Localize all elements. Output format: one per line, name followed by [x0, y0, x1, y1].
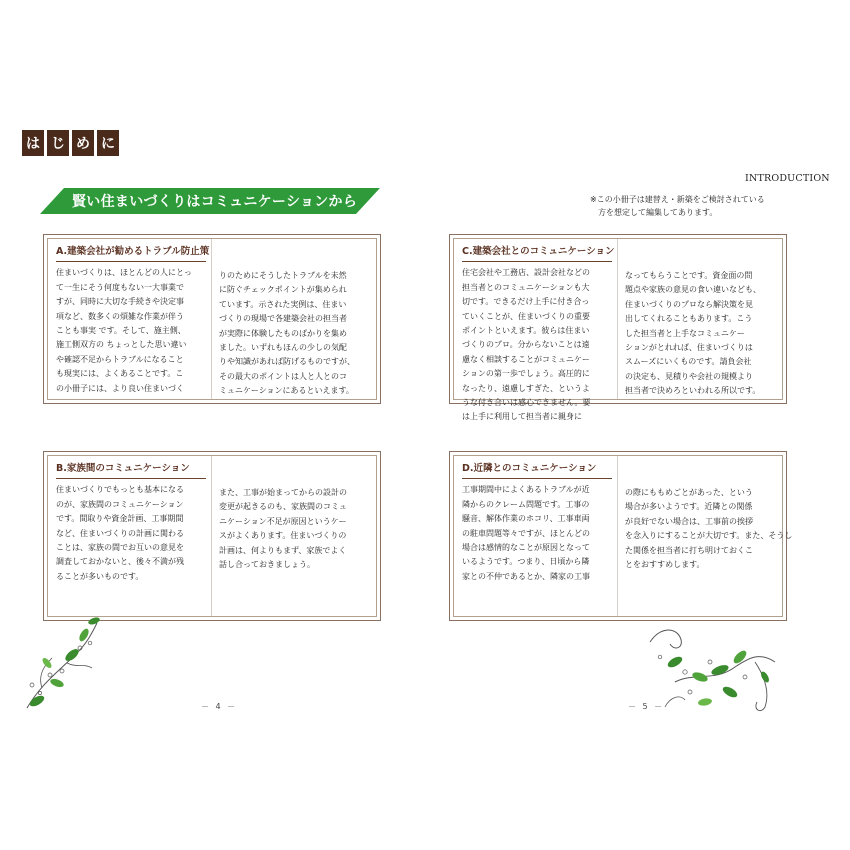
text-line: 騒音、解体作業のホコリ、工事車両: [462, 514, 590, 524]
box-b-right-column: [219, 486, 369, 572]
text-line: とをおすすめします。: [625, 560, 705, 570]
text-line: 家との不仲であるとか、隣家の工事: [462, 571, 590, 581]
text-line: りや知識があれば防げるものですが、: [219, 357, 355, 367]
text-line: 場合が多いようです。近隣との関係: [625, 502, 753, 512]
text-line: した担当者と上手なコミュニケー: [625, 328, 745, 338]
text-line: 工事期間中によくあるトラブルが近: [462, 485, 590, 495]
text-line: の小冊子には、より良い住まいづく: [56, 383, 184, 393]
text-line: 変更が起きるのも、家族間のコミュ: [219, 502, 347, 512]
text-line: のが、家族間のコミュニケーション: [56, 499, 184, 509]
text-line: ニケーション不足が原因というケー: [219, 516, 347, 526]
text-line: など、住まいづくりの計画に関わる: [56, 528, 184, 538]
introduction-label: INTRODUCTION: [745, 173, 830, 184]
text-line: その最大のポイントは人と人とのコ: [219, 371, 347, 381]
text-line: 出してくれることもあります。こう: [625, 314, 753, 324]
section-box-c: [449, 234, 787, 422]
green-banner: [40, 188, 380, 214]
text-line: の決定も、見積りや会社の規模より: [625, 371, 753, 381]
text-line: 題点や家族の意見の食い違いなども、: [625, 285, 761, 295]
text-line: すが、同時に大切な手続きや決定事: [56, 297, 184, 307]
text-line: づくりのプロ。分からないことは遠: [462, 340, 590, 350]
box-b-heading: B.家族間のコミュニケーション: [56, 462, 206, 479]
box-a-heading: A.建築会社が勧めるトラブル防止策: [56, 245, 206, 262]
text-line: や確認不足からトラブルになること: [56, 354, 184, 364]
text-line: の駐車問題等々ですが、ほとんどの: [462, 528, 590, 538]
text-line: 項など、数多くの煩雑な作業が伴う: [56, 311, 184, 321]
text-line: が良好でない場合は、工事前の挨拶: [625, 516, 753, 526]
text-line: ションがとれれば、住まいづくりは: [625, 343, 753, 353]
text-line: も現実には、よくあることです。こ: [56, 369, 184, 379]
text-line: づくりの現場で各建築会社の担当者: [219, 314, 347, 324]
text-line: 担当者で決めろといわれる所以です。: [625, 386, 761, 396]
text-line: 施工側双方の ちょっとした思い違い: [56, 340, 187, 350]
page-number-right: － 5 －: [628, 702, 665, 711]
text-line: 切です。できるだけ上手に付き合っ: [462, 297, 590, 307]
text-line: ていくことが、住まいづくりの重要: [462, 311, 590, 321]
text-line: りのためにそうしたトラブルを未然: [219, 271, 347, 280]
text-line: に防ぐチェックポイントが集められ: [219, 285, 347, 295]
text-line: ています。示された実例は、住まい: [219, 299, 347, 309]
text-line: 場合は感情的なことが原因となって: [462, 543, 590, 553]
text-line: 住まいづくりでもっとも基本になる: [56, 485, 184, 495]
text-line: が実際に体験したものばかりを集め: [219, 328, 347, 338]
note-text: [590, 193, 765, 219]
text-line: の際にももめごとがあった、という: [625, 488, 753, 497]
text-line: 計画は、何よりもまず、家族でよく: [219, 545, 347, 555]
text-line: うな付き合いは感心できません。要: [462, 398, 591, 408]
box-a-left-column: [56, 245, 210, 396]
title-char: じ: [47, 130, 69, 156]
text-line: ました。いずれもほんの少しの気配: [219, 343, 347, 353]
page-number-left: － 4 －: [201, 702, 238, 711]
text-line: なってもらうことです。資金面の問: [625, 271, 753, 280]
box-c-right-column: [625, 269, 775, 399]
text-line: ポイントといえます。彼らは住まい: [462, 326, 590, 336]
text-line: ミュニケーションにあるといえます。: [219, 386, 354, 396]
text-line: 住まいづくりのプロなら解決策を見: [625, 299, 753, 309]
text-line: を念入りにすることが大切です。また、そうし: [625, 531, 793, 541]
text-line: スムーズにいくものです。請負会社: [625, 357, 752, 367]
text-line: 慮なく相談することがコミュニケー: [462, 354, 590, 364]
title-char: は: [22, 130, 44, 156]
title-char: に: [97, 130, 119, 156]
box-c-heading: C.建築会社とのコミュニケーション: [462, 245, 612, 262]
text-line: ことは、家族の間でお互いの意見を: [56, 543, 184, 553]
section-box-d: [449, 451, 793, 621]
text-line: て一生にそう何度もない一大事業で: [56, 282, 184, 292]
section-box-a: [43, 234, 381, 404]
box-d-left-column: [462, 462, 612, 584]
box-c-left-column: [462, 245, 615, 425]
text-line: ることが多いものです。: [56, 571, 144, 581]
text-line: 隣からのクレーム問題です。工事の: [462, 499, 590, 509]
title-char: め: [72, 130, 94, 156]
text-line: また、工事が始まってからの設計の: [219, 488, 347, 497]
leaf-vine-icon: [22, 613, 112, 713]
note-line: 方を想定して編集してあります。: [598, 208, 718, 217]
box-d-right-column: [625, 486, 793, 572]
text-line: は上手に利用して担当者に親身に: [462, 412, 582, 422]
leaf-vine-icon: [645, 622, 780, 717]
text-line: です。間取りや資金計画、工事期間: [56, 514, 184, 524]
box-a-right-column: [219, 269, 369, 399]
text-line: 話し合っておきましょう。: [219, 560, 315, 570]
text-line: 住まいづくりは、ほとんどの人にとっ: [56, 268, 192, 278]
box-d-heading: D.近隣とのコミュニケーション: [462, 462, 612, 479]
text-line: 調査しておかないと、後々不満が残: [56, 557, 184, 567]
text-line: ことも事実 です。そして、施主側、: [56, 326, 186, 336]
section-title: [22, 130, 119, 156]
text-line: ションの第一歩でしょう。高圧的に: [462, 369, 590, 379]
box-b-left-column: [56, 462, 206, 584]
section-box-b: [43, 451, 381, 621]
text-line: スがよくあります。住まいづくりの: [219, 531, 347, 541]
text-line: 住宅会社や工務店、設計会社などの: [462, 268, 590, 278]
text-line: 担当者とのコミュニケーションも大: [462, 282, 590, 292]
text-line: いるようです。つまり、日頃から隣: [462, 557, 590, 567]
banner-title: 賢い住まいづくりはコミュニケーションから: [72, 194, 358, 210]
text-line: なったり、遠慮しすぎた、というよ: [462, 383, 590, 393]
note-line: ※この小冊子は建替え・新築をご検討されている: [590, 195, 765, 204]
text-line: た関係を担当者に打ち明けておくこ: [625, 545, 753, 555]
